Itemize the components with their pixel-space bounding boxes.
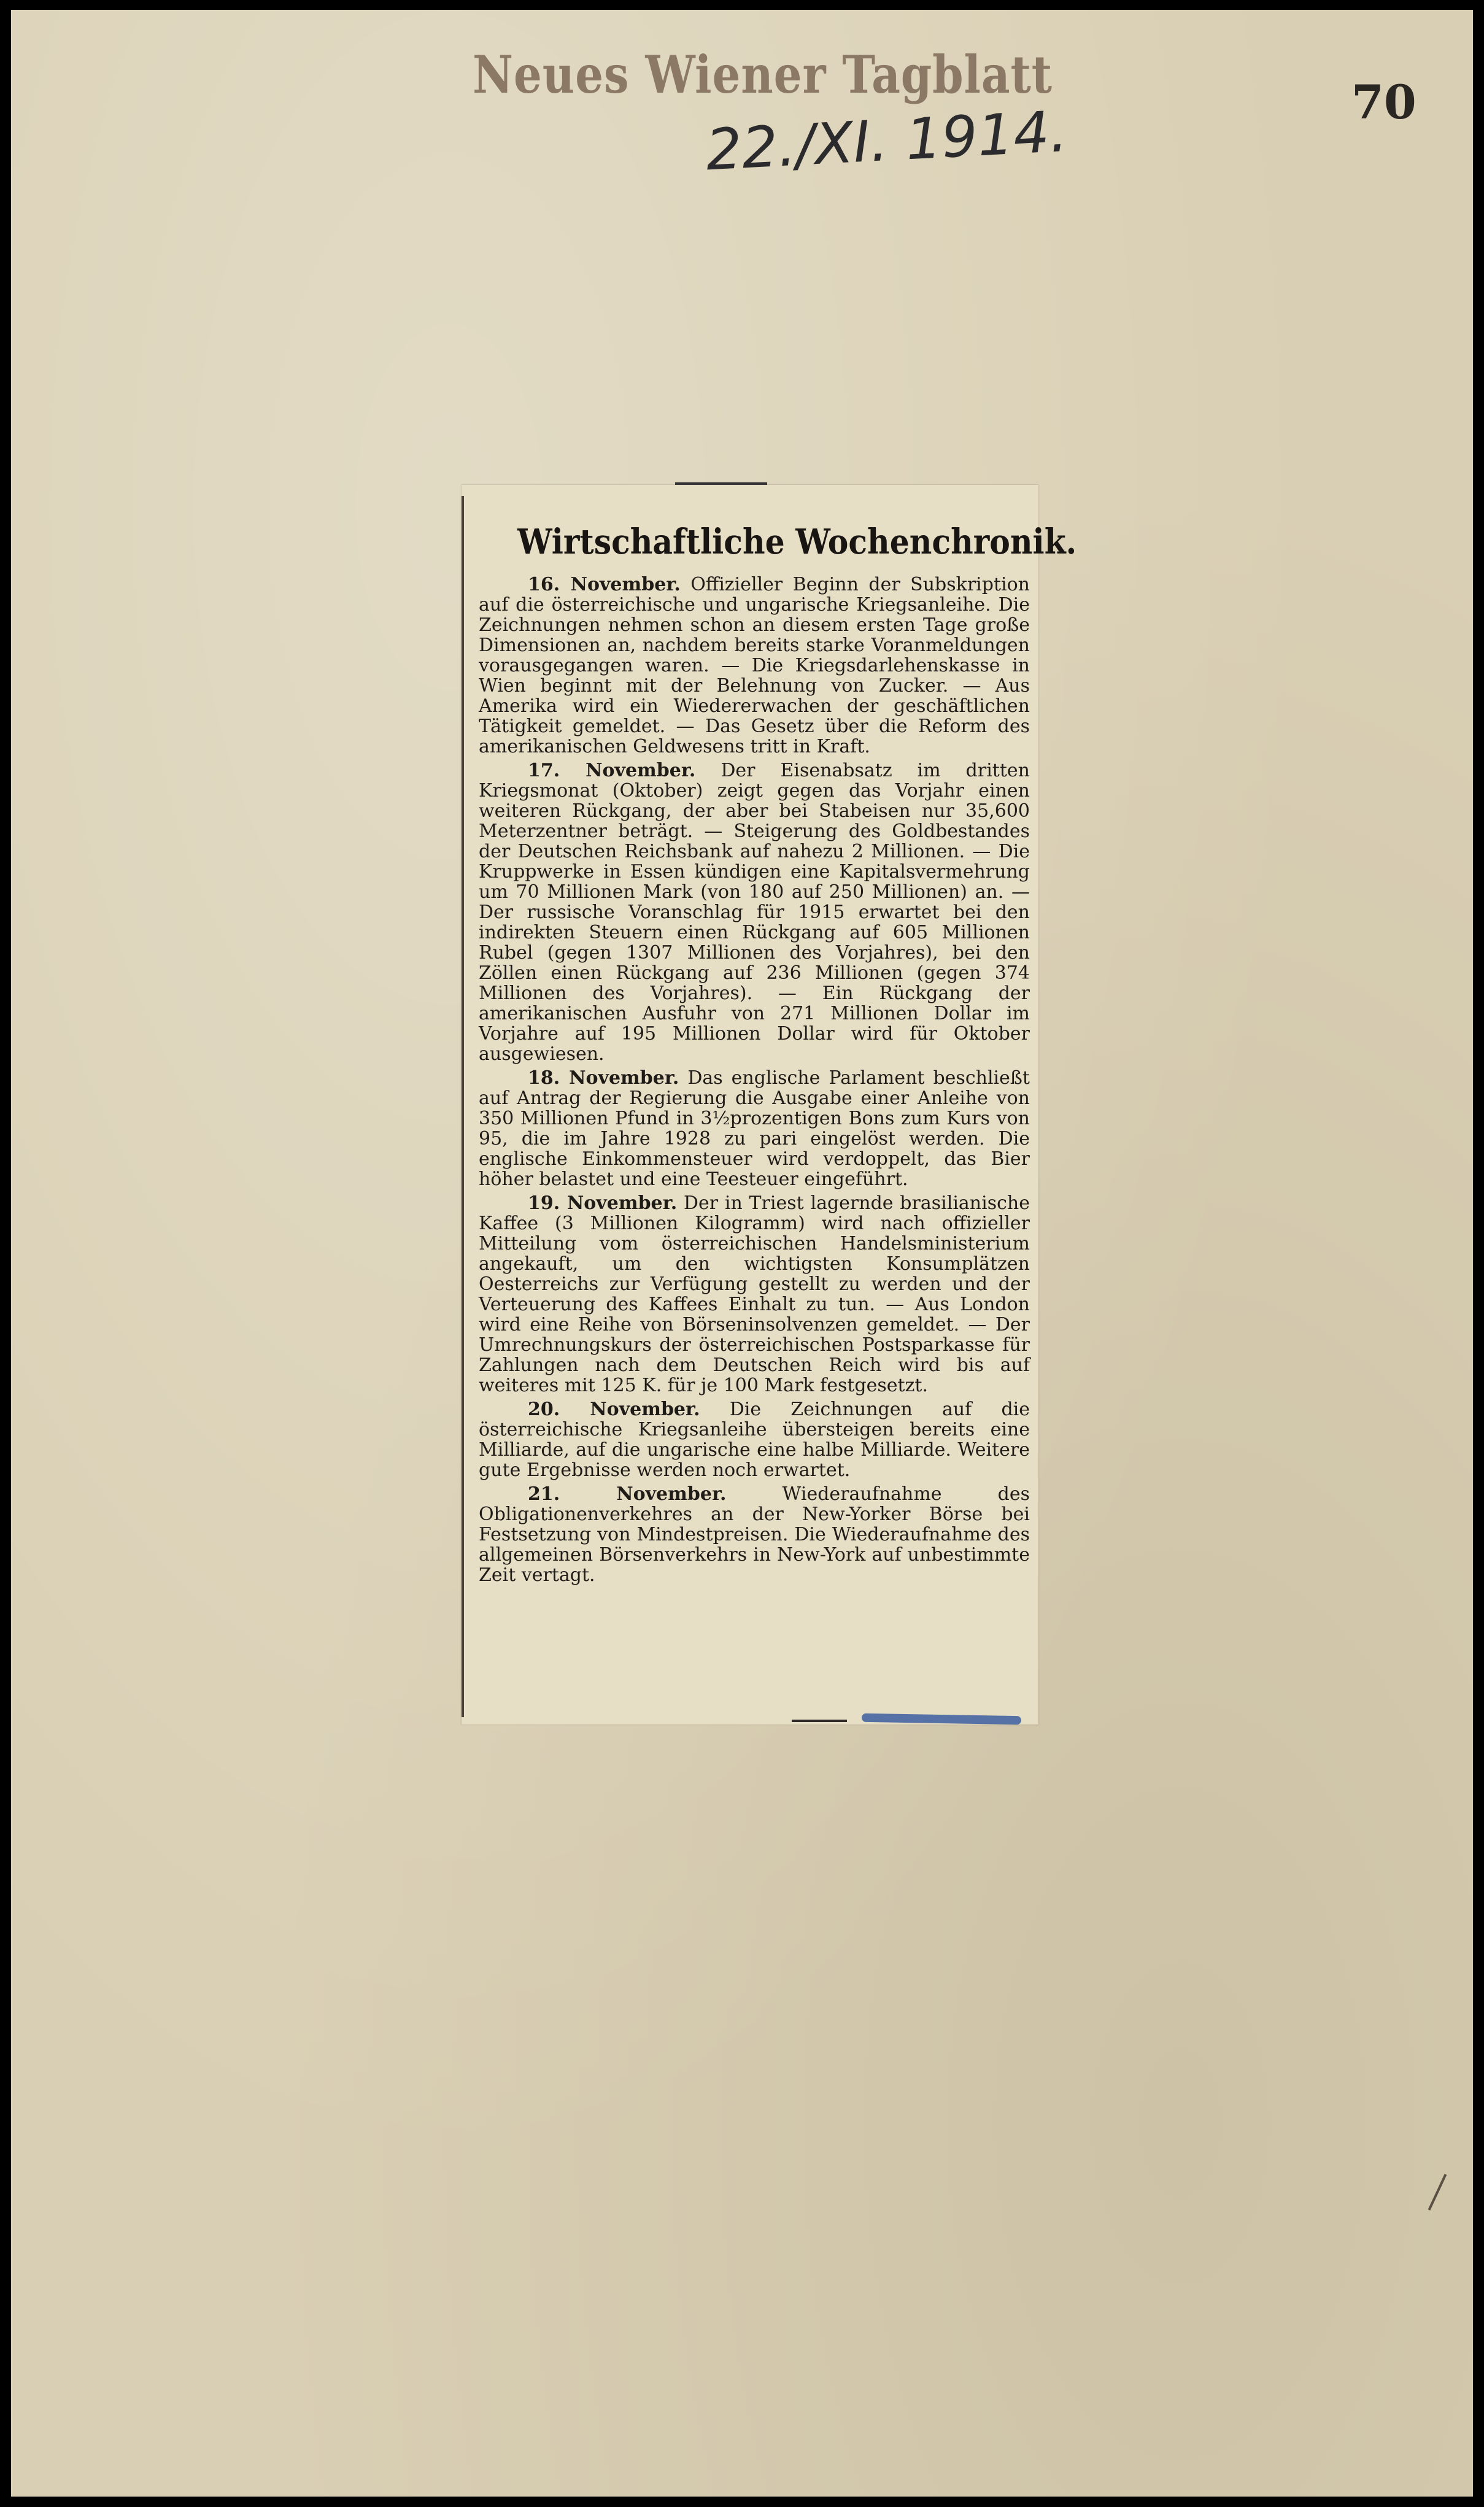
entry-19-november xyxy=(479,1193,1030,1396)
entry-20-november xyxy=(479,1399,1030,1480)
entry-text: Wiederaufnahme des Obligationenverkehres an der New-Yorker Börse bei Festsetzung von Mindestpreisen. Die Wiederaufnahme des allgemeinen Börsenverkehrs in New-York auf unbestimmte Zeit vertagt. xyxy=(479,1483,1030,1586)
entry-date: 20. November. xyxy=(528,1399,700,1420)
clipping-top-rule xyxy=(675,482,767,485)
clipping-left-edge xyxy=(462,496,464,1717)
newspaper-stamp: Neues Wiener Tagblatt xyxy=(473,44,1053,105)
entry-text: Die Zeichnungen auf die österreichische Kriegsanleihe übersteigen bereits eine Milliarde, auf die ungarische eine halbe Milliarde. Weitere gute Ergebnisse werden noch erwartet. xyxy=(479,1399,1030,1481)
page-number: 70 xyxy=(1351,75,1416,129)
clipping-end-rule xyxy=(792,1720,847,1722)
handwritten-date: 22./XI. 1914. xyxy=(704,98,1069,183)
entry-text: Das englische Parlament beschließt auf Antrag der Regierung die Ausgabe einer Anleihe von 350 Millionen Pfund in 3½prozentigen Bons zum Kurs von 95, die im Jahre 1928 zu pari eingelöst werden. Die englische Einkommensteuer wird verdoppelt, das Bier höher belastet und eine Teesteuer eingeführt. xyxy=(479,1067,1030,1190)
entry-text: Offizieller Beginn der Subskription auf die österreichische und ungarische Kriegsanleihe. Die Zeichnungen nehmen schon an diesem ersten Tage große Dimensionen an, nachdem bereits starke Voranmeldungen vorausgegangen waren. — Die Kriegsdarlehenskasse in Wien beginnt mit der Belehnung von Zucker. — Aus Amerika wird ein Wiedererwachen der geschäftlichen Tätigkeit gemeldet. — Das Gesetz über die Reform des amerikanischen Geldwesens tritt in Kraft. xyxy=(479,574,1030,757)
entry-17-november xyxy=(479,760,1030,1064)
clipping-title: Wirtschaftliche Wochenchronik. xyxy=(517,522,1077,562)
entry-date: 17. November. xyxy=(528,760,696,781)
entry-date: 21. November. xyxy=(528,1483,727,1505)
entry-date: 18. November. xyxy=(528,1067,679,1089)
entry-text: Der in Triest lagernde brasilianische Kaffee (3 Millionen Kilogramm) wird nach offizieller Mitteilung vom österreichischen Handelsministerium angekauft, um den wichtigsten Konsumplätzen Oesterreichs zur Verfügung gestellt zu werden und der Verteuerung des Kaffees Einhalt zu tun. — Aus London wird eine Reihe von Börseninsolvenzen gemeldet. — Der Umrechnungskurs der österreichischen Postsparkasse für Zahlungen nach dem Deutschen Reich wird bis auf weiteres mit 125 K. für je 100 Mark festgesetzt. xyxy=(479,1192,1030,1396)
entry-date: 16. November. xyxy=(528,574,681,595)
entry-text: Der Eisenabsatz im dritten Kriegsmonat (Oktober) zeigt gegen das Vorjahr einen weiteren Rückgang, der aber bei Stabeisen nur 35,600 Meterzentner beträgt. — Steigerung des Goldbestandes der Deutschen Reichsbank auf nahezu 2 Millionen. — Die Kruppwerke in Essen kündigen eine Kapitalsvermehrung um 70 Millionen Mark (von 180 auf 250 Millionen) an. — Der russische Voranschlag für 1915 erwartet bei den indirekten Steuern einen Rückgang auf 605 Millionen Rubel (gegen 1307 Millionen des Vorjahres), bei den Zöllen einen Rückgang auf 236 Millionen (gegen 374 Millionen des Vorjahres). — Ein Rückgang der amerikanischen Ausfuhr von 271 Millionen Dollar im Vorjahre auf 195 Millionen Dollar wird für Oktober ausgewiesen. xyxy=(479,760,1030,1065)
entry-date: 19. November. xyxy=(528,1192,678,1214)
entry-18-november xyxy=(479,1068,1030,1189)
clipping-body xyxy=(479,574,1030,1589)
entry-21-november xyxy=(479,1484,1030,1585)
entry-16-november xyxy=(479,574,1030,757)
